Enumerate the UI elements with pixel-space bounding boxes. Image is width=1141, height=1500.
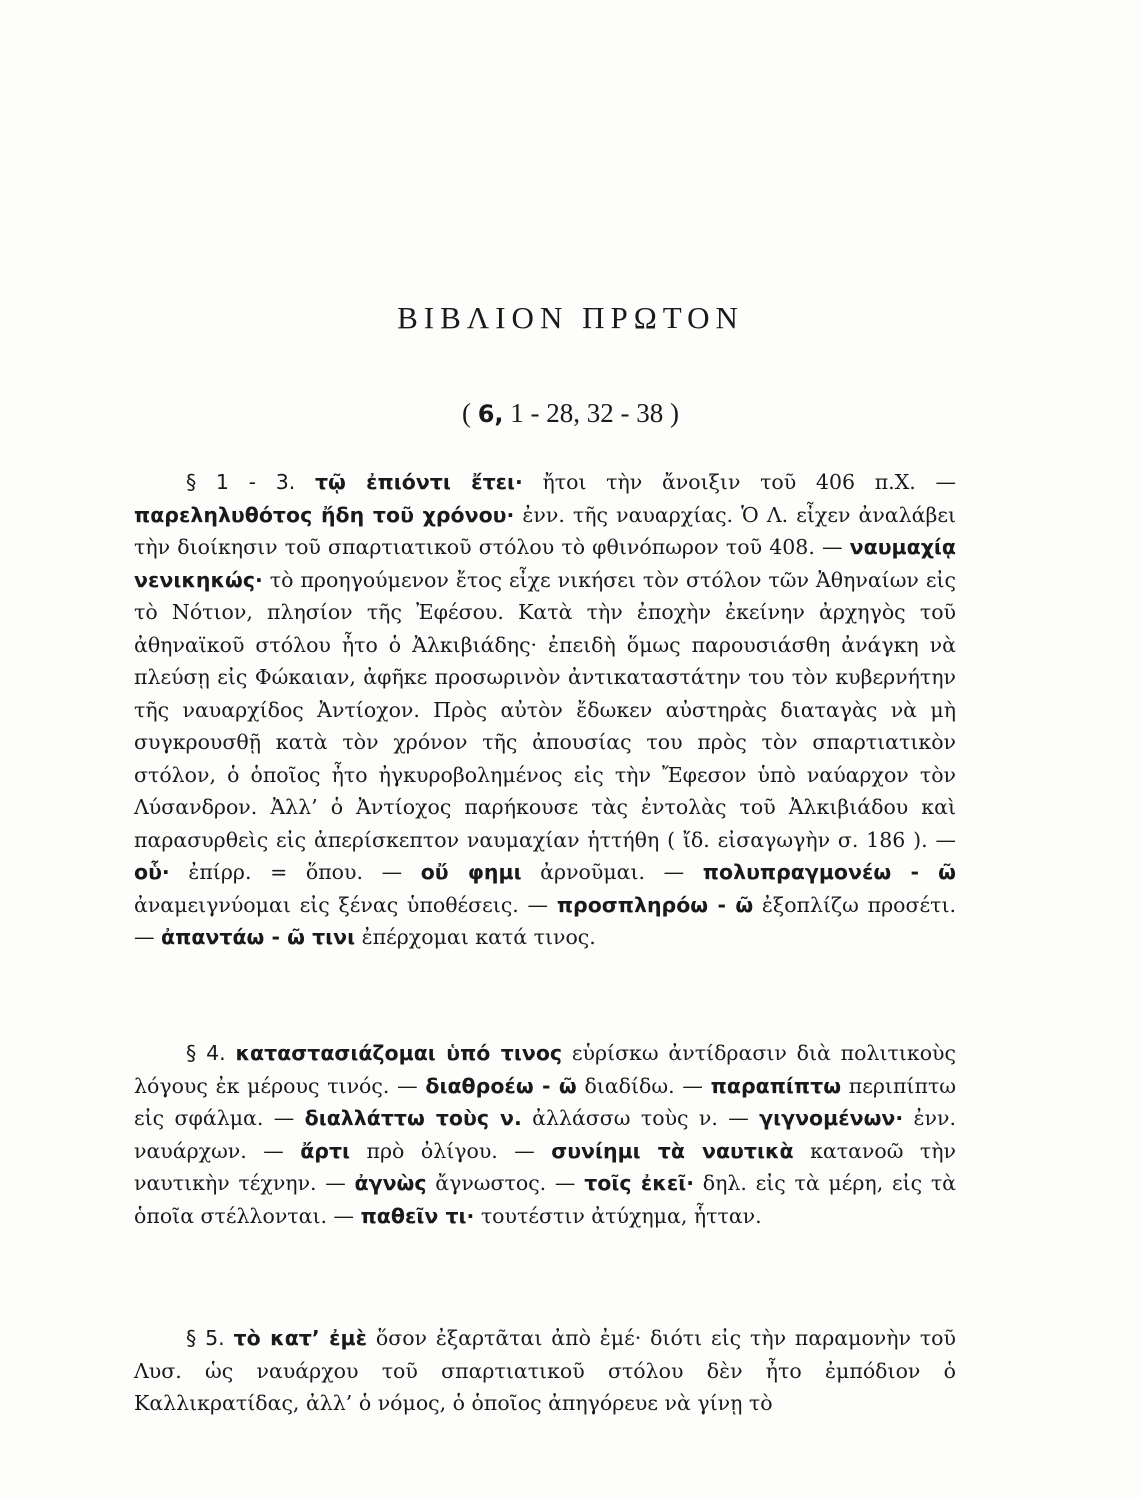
lemma: ναυμαχίᾳ νενικηκώς· [134,535,956,592]
gloss: ἤτοι τὴν ἄνοιξιν τοῦ 406 π.Χ. — [522,470,956,494]
gloss: κατανοῶ τὴν ναυτικὴν τέχνην. — [134,1138,956,1195]
commentary-paragraph-2 [134,1037,956,1232]
lemma: τοῖς ἐκεῖ· [584,1171,695,1195]
gloss: ἐνν. τῆς ναυαρχίας. Ὁ Λ. εἶχεν ἀναλάβει τὴν διοίκησιν τοῦ σπαρτιατικοῦ στόλου τὸ φθινόπωρον τοῦ 408. — [134,502,956,559]
gloss: εὑρίσκω ἀντίδρασιν διὰ πολιτικοὺς λόγους ἐκ μέρους τινός. — [134,1041,956,1098]
gloss: ἐξοπλίζω προσέτι. — [134,892,957,949]
gloss: ἀρνοῦμαι. — [521,860,703,884]
lemma: πολυπραγμονέω - ῶ [702,860,956,884]
commentary-paragraph-3 [134,1322,956,1420]
chapter-lines: 1 - 28, 32 - 38 ) [503,398,680,428]
lemma: διαθροέω - ῶ [425,1073,577,1098]
lemma: τὸ κατ’ ἐμὲ [233,1326,368,1350]
chapter-reference [0,398,1141,429]
gloss: ἄγνωστος. — [426,1171,585,1195]
lemma: γιγνομένων· [759,1106,904,1130]
gloss: ἀλλάσσω τοὺς ν. — [521,1106,760,1130]
gloss: δηλ. εἰς τὰ μέρη, εἰς τὰ ὁποῖα στέλλονται. — [134,1171,957,1228]
lemma: ἀγνὼς [354,1171,427,1195]
lemma: παραπίπτω [710,1073,842,1098]
lemma: οὗ· [134,860,170,884]
section-marker: § 1 - 3. [186,470,296,494]
gloss: ἐνν. ναυάρχων. — [134,1106,956,1163]
gloss: ἐπίρρ. = ὅπου. — [169,860,421,884]
lemma: παρεληλυθότος ἤδη τοῦ χρόνου· [134,502,515,527]
gloss: ἐπέρχομαι κατά τινος. [355,925,596,949]
chapter-ref-open: ( [461,398,478,428]
book-title: ΒΙΒΛΙΟΝ ΠΡΩΤΟΝ [397,300,744,335]
gloss: τουτέστιν ἀτύχημα, ἧτταν. [474,1203,762,1228]
lemma: προσπληρόω - ῶ [556,892,754,917]
gloss: πρὸ ὀλίγου. — [350,1138,552,1163]
lemma: ἀπαντάω - ῶ τινι [161,925,356,949]
lemma: τῷ ἐπιόντι ἔτει· [314,470,523,494]
lemma: καταστασιάζομαι ὑπό τινος [235,1041,563,1065]
gloss: ἀναμειγνύομαι εἰς ξένας ὑποθέσεις. — [134,892,557,917]
gloss: ὅσον ἐξαρτᾶται ἀπὸ ἐμέ· διότι εἰς τὴν παραμονὴν τοῦ Λυσ. ὡς ναυάρχου τοῦ σπαρτιατικοῦ στόλου δὲν ἦτο ἐμπόδιον ὁ Καλλικρατίδας, ἀλλ’ ὁ νόμος, ὁ ὁποῖος ἀπηγόρευε νὰ γίνῃ τὸ [134,1326,956,1415]
section-marker: § 4. [186,1041,226,1065]
gloss: περιπίπτω εἰς σφάλμα. — [134,1073,957,1130]
lemma: συνίημι τὰ ναυτικὰ [551,1138,794,1163]
commentary-paragraph-1 [134,466,956,954]
chapter-number: 6, [477,400,504,428]
gloss: τὸ προηγούμενον ἔτος εἶχε νικήσει τὸν στόλον τῶν Ἀθηναίων εἰς τὸ Νότιον, πλησίον τῆς Ἐφέσου. Κατὰ τὴν ἐποχὴν ἐκείνην ἀρχηγὸς τοῦ ἀθηναϊκοῦ στόλου ἦτο ὁ Ἀλκιβιάδης· ἐπειδὴ ὅμως παρουσιάσθη ἀνάγκη νὰ πλεύσῃ εἰς Φώκαιαν, ἀφῆκε προσωρινὸν ἀντικαταστάτην του τὸν κυβερνήτην τῆς ναυαρχίδος Ἀντίοχον. Πρὸς αὐτὸν ἔδωκεν αὐστηρὰς διαταγὰς νὰ μὴ συγκρουσθῇ κατὰ τὸν χρόνον τῆς ἀπουσίας του πρὸς τὸν σπαρτιατικὸν στόλον, ὁ ὁποῖος ἦτο ἠγκυροβολημένος εἰς τὴν Ἔφεσον ὑπὸ ναύαρχον τὸν Λύσανδρον. Ἀλλ’ ὁ Ἀντίοχος παρήκουσε τὰς ἐντολὰς τοῦ Ἀλκιβιάδου καὶ παρασυρθεὶς εἰς ἀπερίσκεπτον ναυμαχίαν ἡττήθη ( ἴδ. εἰσαγωγὴν σ. 186 ). — [134,567,956,852]
gloss: διαδίδω. — [576,1073,711,1098]
lemma: ἄρτι [300,1138,351,1163]
lemma: παθεῖν τι· [360,1203,475,1228]
lemma: οὔ φημι [420,860,522,884]
lemma: διαλλάττω τοὺς ν. [304,1106,522,1130]
section-marker: § 5. [186,1326,225,1350]
